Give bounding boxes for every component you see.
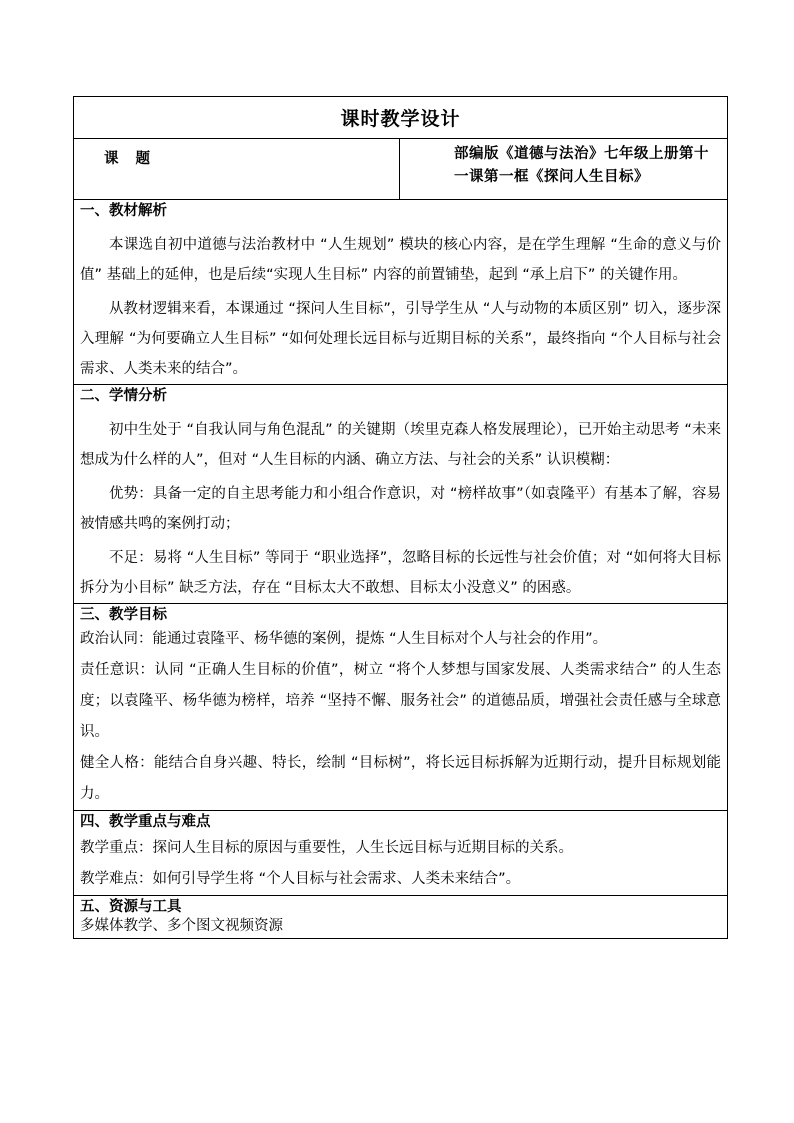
section-heading: 五、资源与工具 [80,899,182,915]
document-title: 课时教学设计 [74,97,728,139]
section-heading: 二、学情分析 [80,388,167,404]
paragraph: 不足：易将 “人生目标” 等同于 “职业选择”，忽略目标的长远性与社会价值；对 “如何将大目标拆分为小目标” 缺乏方法，存在 “目标太大不敢想、目标太小没意义” 的困惑。 [80,550,722,596]
section-resources [74,896,728,939]
section-key-points [74,811,728,896]
topic-label: 课 题 [74,139,400,200]
lesson-design-table [73,96,728,939]
section-heading: 一、教材解析 [80,203,167,219]
section-heading: 四、教学重点与难点 [80,814,211,830]
section-heading: 三、教学目标 [80,607,167,623]
goal-item: 健全人格：能结合自身兴趣、特长，绘制 “目标树”，将长远目标拆解为近期行动，提升目标规划能力。 [80,755,722,802]
paragraph: 从教材逻辑来看，本课通过 “探问人生目标”，引导学生从 “人与动物的本质区别” 切入，逐步深入理解 “为何要确立人生目标” “如何处理长远目标与近期目标的关系”，最终指向 “个人目标与社会需求、人类未来的结合”。 [80,301,722,377]
section-textbook-analysis [74,200,728,385]
goal-item: 责任意识：认同 “正确人生目标的价值”，树立 “将个人梦想与国家发展、人类需求结合” 的人生态度；以袁隆平、杨华德为榜样，培养 “坚持不懈、服务社会” 的道德品质，增强社会责任感与全球意识。 [80,662,722,740]
section-student-analysis [74,385,728,604]
paragraph: 优势：具备一定的自主思考能力和小组合作意识，对 “榜样故事”（如袁隆平）有基本了解，容易被情感共鸣的案例打动； [80,486,722,532]
key-point-item: 教学难点：如何引导学生将 “个人目标与社会需求、人类未来结合”。 [80,871,521,887]
goal-item: 政治认同：能通过袁隆平、杨华德的案例，提炼 “人生目标对个人与社会的作用”。 [80,631,608,647]
section-teaching-goals [74,604,728,811]
resource-item: 多媒体教学、多个图文视频资源 [80,918,283,934]
paragraph: 本课选自初中道德与法治教材中 “人生规划” 模块的核心内容，是在学生理解 “生命的意义与价值” 基础上的延伸，也是后续“实现人生目标” 内容的前置铺垫，起到 “承上启下” 的关键作用。 [80,237,722,283]
paragraph: 初中生处于 “自我认同与角色混乱” 的关键期（埃里克森人格发展理论），已开始主动思考 “未来想成为什么样的人”，但对 “人生目标的内涵、确立方法、与社会的关系” 认识模糊： [80,422,722,468]
key-point-item: 教学重点：探问人生目标的原因与重要性，人生长远目标与近期目标的关系。 [80,840,573,856]
topic-value: 部编版《道德与法治》七年级上册第十一课第一框《探问人生目标》 [400,139,728,200]
